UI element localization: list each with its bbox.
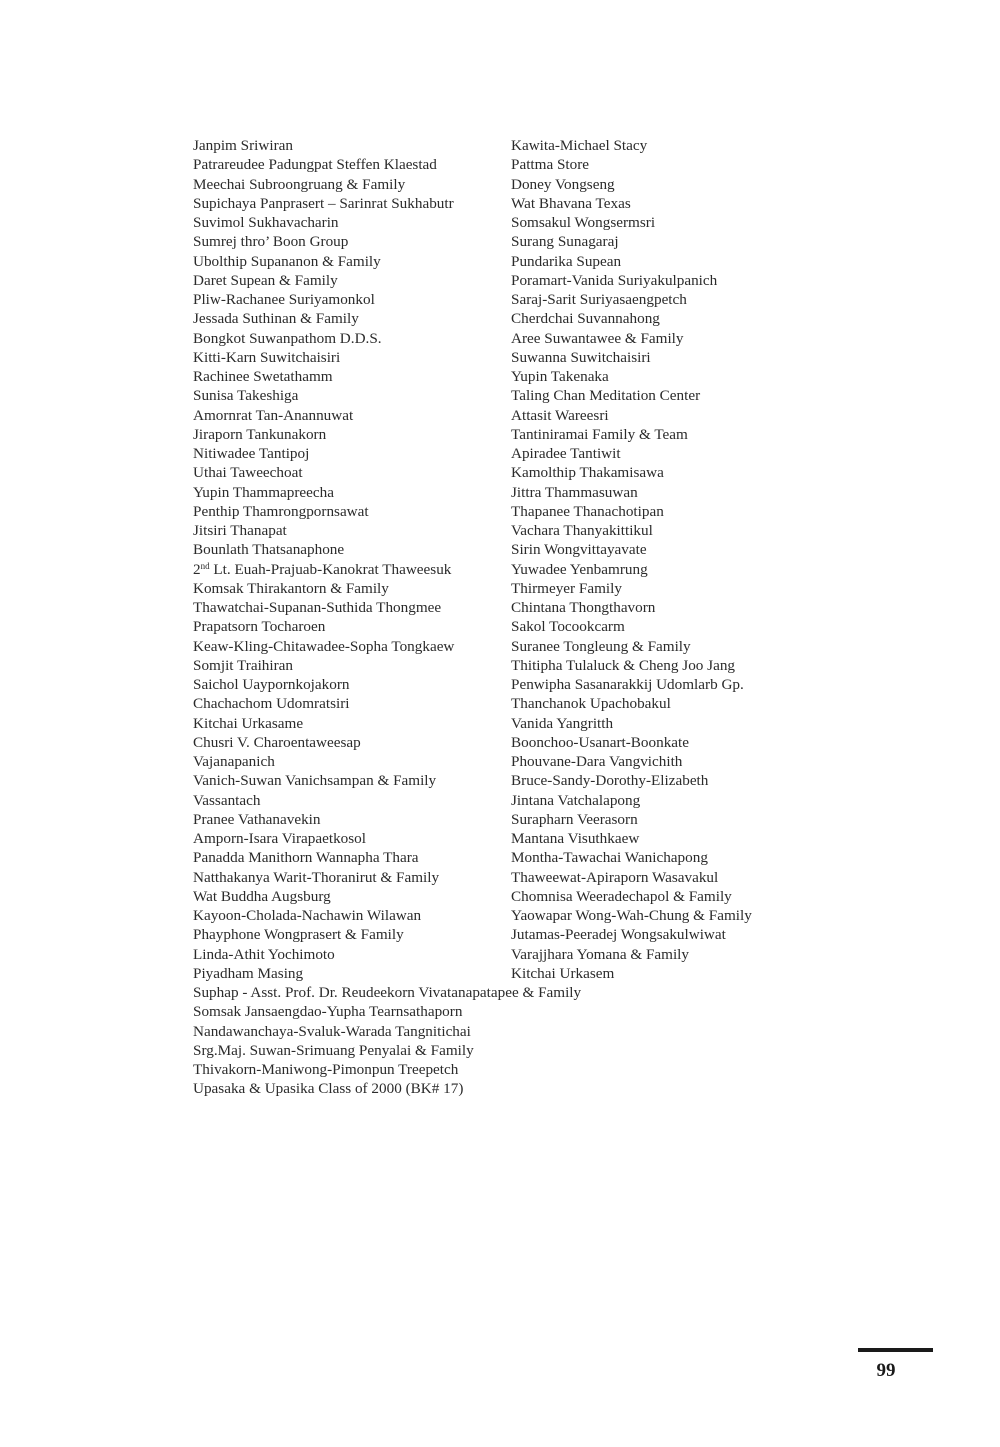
name-entry: Vachara Thanyakittikul — [511, 522, 653, 539]
name-entry: Suphap - Asst. Prof. Dr. Reudeekorn Vivatanapatapee & Family — [193, 984, 582, 1001]
name-entry: Bongkot Suwanpathom D.D.S. — [193, 329, 382, 347]
name-entry: Kamolthip Thakamisawa — [511, 464, 664, 482]
name-entry: Daret Supean & Family — [193, 271, 338, 289]
name-entry: Suwanna Suwitchaisiri — [511, 348, 651, 366]
name-entry: Meechai Subroongruang & Family — [193, 175, 406, 193]
name-entry: Keaw-Kling-Chitawadee-Sopha Tongkaew — [193, 637, 455, 655]
name-entry — [193, 560, 511, 579]
name-entry: Vanich-Suwan Vanichsampan & Family — [193, 772, 437, 790]
name-entry: Varajjhara Yomana & Family — [511, 945, 689, 963]
donor-names-list — [193, 136, 833, 1099]
name-entry: Kitchai Urkasem — [511, 964, 615, 982]
name-entry: Vassantach — [193, 791, 261, 809]
name-entry: Kitti-Karn Suwitchaisiri — [193, 348, 341, 366]
ordinal-rest: Lt. Euah-Prajuab-Kanokrat Thaweesuk — [209, 560, 452, 578]
name-entry: Prapatsorn Tocharoen — [193, 618, 326, 636]
full-width-lines — [193, 983, 833, 1099]
name-entry: Kitchai Urkasame — [193, 714, 304, 732]
ordinal-number: 2 — [193, 560, 201, 578]
name-entry: Jintana Vatchalapong — [511, 791, 641, 809]
name-entry: Sunisa Takeshiga — [193, 387, 299, 405]
name-entry: Ubolthip Supananon & Family — [193, 252, 381, 270]
name-entry: Natthakanya Warit-Thoranirut & Family — [193, 868, 440, 886]
name-entry: Surapharn Veerasorn — [511, 810, 638, 828]
name-entry: Thawatchai-Supanan-Suthida Thongmee — [193, 599, 442, 616]
name-entry: Chintana Thongthavorn — [511, 599, 656, 616]
name-entry: Wat Buddha Augsburg — [193, 887, 331, 905]
name-entry: Boonchoo-Usanart-Boonkate — [511, 733, 689, 751]
name-entry: Panadda Manithorn Wannapha Thara — [193, 849, 419, 867]
name-entry: Jittra Thammasuwan — [511, 483, 638, 501]
name-entry: Chomnisa Weeradechapol & Family — [511, 887, 732, 905]
name-entry: Sakol Tocookcarm — [511, 618, 625, 636]
name-entry: Rachinee Swetathamm — [193, 368, 333, 385]
page-number-rule — [858, 1348, 933, 1352]
name-entry: Vanida Yangritth — [511, 714, 614, 732]
name-entry: Penthip Thamrongpornsawat — [193, 502, 369, 520]
name-entry: Kawita-Michael Stacy — [511, 137, 648, 154]
name-entry: Sumrej thro’ Boon Group — [193, 233, 349, 251]
name-entry: Saraj-Sarit Suriyasaengpetch — [511, 291, 687, 308]
name-entry: Phouvane-Dara Vangvichith — [511, 753, 683, 770]
name-entry: Pundarika Supean — [511, 252, 622, 270]
name-entry: Pliw-Rachanee Suriyamonkol — [193, 291, 375, 308]
name-entry: Supichaya Panprasert – Sarinrat Sukhabutr — [193, 194, 454, 212]
name-entry: Phayphone Wongprasert & Family — [193, 926, 404, 944]
name-entry: Somsak Jansaengdao-Yupha Tearnsathaporn — [193, 1003, 463, 1021]
left-column — [193, 136, 511, 983]
name-entry: Doney Vongseng — [511, 175, 615, 193]
name-entry: Surang Sunagaraj — [511, 233, 619, 251]
name-entry: Patrareudee Padungpat Steffen Klaestad — [193, 156, 437, 174]
name-entry: Yupin Thammapreecha — [193, 483, 334, 501]
name-entry: Uthai Taweechoat — [193, 464, 303, 482]
name-entry: Srg.Maj. Suwan-Srimuang Penyalai & Family — [193, 1041, 474, 1059]
name-entry: Thitipha Tulaluck & Cheng Joo Jang — [511, 656, 736, 674]
name-entry: Penwipha Sasanarakkij Udomlarb Gp. — [511, 676, 744, 693]
name-entry: Mantana Visuthkaew — [511, 830, 640, 847]
name-entry: Janpim Sriwiran — [193, 137, 293, 154]
name-entry: Jessada Suthinan & Family — [193, 310, 359, 328]
name-entry: Jiraporn Tankunakorn — [193, 425, 327, 443]
name-entry: Nitiwadee Tantipoj — [193, 445, 310, 462]
name-entry: Yupin Takenaka — [511, 368, 609, 385]
right-column — [511, 136, 833, 983]
ordinal-suffix: nd — [200, 560, 210, 571]
name-entry: Thaweewat-Apiraporn Wasavakul — [511, 868, 719, 886]
name-entry: Nandawanchaya-Svaluk-Warada Tangnitichai — [193, 1022, 471, 1040]
name-entry: Suvimol Sukhavacharin — [193, 214, 339, 231]
name-entry: Poramart-Vanida Suriyakulpanich — [511, 271, 718, 289]
name-entry: Linda-Athit Yochimoto — [193, 945, 335, 963]
name-entry: Somjit Traihiran — [193, 656, 294, 674]
name-entry: Vajanapanich — [193, 753, 275, 770]
name-entry: Amornrat Tan-Anannuwat — [193, 406, 354, 424]
name-entry: Thivakorn-Maniwong-Pimonpun Treepetch — [193, 1061, 459, 1078]
name-entry: Thirmeyer Family — [511, 579, 622, 597]
name-entry: Aree Suwantawee & Family — [511, 329, 684, 347]
name-entry: Suranee Tongleung & Family — [511, 637, 691, 655]
name-entry: Upasaka & Upasika Class of 2000 (BK# 17) — [193, 1080, 464, 1098]
name-entry: Attasit Wareesri — [511, 406, 609, 424]
name-entry: Jitsiri Thanapat — [193, 522, 287, 539]
name-entry: Montha-Tawachai Wanichapong — [511, 849, 708, 867]
name-entry: Pattma Store — [511, 156, 590, 174]
name-entry: Chusri V. Charoentaweesap — [193, 733, 361, 751]
two-column-list — [193, 136, 833, 983]
name-entry: Chachachom Udomratsiri — [193, 695, 350, 713]
name-entry: Sirin Wongvittayavate — [511, 541, 647, 559]
name-entry: Yuwadee Yenbamrung — [511, 560, 648, 578]
name-entry: Taling Chan Meditation Center — [511, 387, 701, 405]
name-entry: Cherdchai Suvannahong — [511, 310, 660, 328]
name-entry: Pranee Vathanavekin — [193, 810, 321, 828]
name-entry: Thapanee Thanachotipan — [511, 502, 664, 520]
name-entry: Bruce-Sandy-Dorothy-Elizabeth — [511, 772, 709, 790]
name-entry: Saichol Uaypornkojakorn — [193, 676, 350, 693]
name-entry: Amporn-Isara Virapaetkosol — [193, 830, 366, 847]
name-entry: Apiradee Tantiwit — [511, 445, 621, 462]
name-entry: Thanchanok Upachobakul — [511, 695, 671, 713]
page-number: 99 — [876, 1360, 896, 1381]
name-entry: Tantiniramai Family & Team — [511, 425, 688, 443]
name-entry: Wat Bhavana Texas — [511, 194, 631, 212]
name-entry: Kayoon-Cholada-Nachawin Wilawan — [193, 907, 422, 924]
name-entry: Somsakul Wongsermsri — [511, 214, 656, 231]
name-entry: Komsak Thirakantorn & Family — [193, 579, 389, 597]
name-entry: Bounlath Thatsanaphone — [193, 541, 345, 559]
name-entry: Yaowapar Wong-Wah-Chung & Family — [511, 907, 752, 924]
name-entry: Piyadham Masing — [193, 964, 304, 982]
name-entry: Jutamas-Peeradej Wongsakulwiwat — [511, 926, 726, 944]
